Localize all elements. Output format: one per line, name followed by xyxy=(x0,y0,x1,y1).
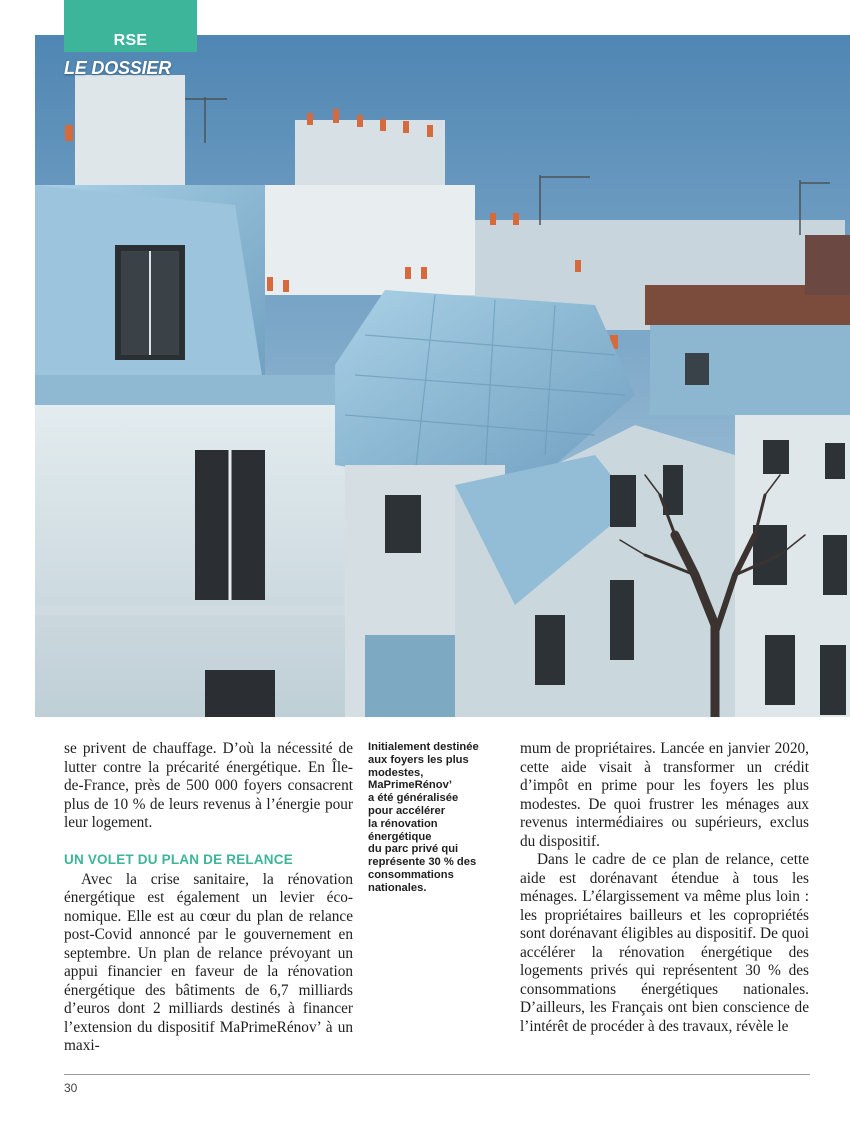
dossier-label: LE DOSSIER xyxy=(64,58,172,78)
pull-quote-line: pour accélérer xyxy=(368,804,446,817)
section-tab xyxy=(64,0,197,52)
pull-quote-line: modestes, xyxy=(368,766,424,779)
pull-quote-line: du parc privé qui xyxy=(368,843,459,856)
section-subheading: UN VOLET DU PLAN DE RELANCE xyxy=(64,851,293,867)
pull-quote-line: aux foyers les plus xyxy=(368,753,469,766)
pull-quote-line: représente 30 % des xyxy=(368,856,477,869)
column3-paragraph-1: mum de propriétaires. Lancée en janvier 2020, cette aide visait à transformer un crédit d’impôt en prime pour les foyers les plus modestes. De quoi frustrer les ménages aux revenus intermédiaires ou supérieurs, exclus du dispositif. xyxy=(520,740,809,850)
pull-quote xyxy=(368,741,500,895)
pull-quote-line: consommations xyxy=(368,868,454,881)
pull-quote-line: Initialement destinée xyxy=(368,741,479,753)
rooftops-illustration xyxy=(35,35,850,717)
page-number: 30 xyxy=(64,1081,78,1095)
pull-quote-line: énergétique xyxy=(368,830,432,843)
article-column-1 xyxy=(64,740,353,1056)
column1-paragraph-1: se privent de chauffage. D’où la nécessité de lutter contre la précarité énergétique. En Île-de-France, près de 500 000 foyers consacrent plus de 10 % de leurs revenus à l’énergie pour leur logement. xyxy=(64,740,353,831)
footer-rule xyxy=(64,1074,810,1075)
pull-quote-line: nationales. xyxy=(368,881,427,894)
pull-quote-line: a été généralisée xyxy=(368,792,459,805)
column3-paragraph-2: Dans le cadre de ce plan de relance, cette aide est dorénavant étendue à tous les ménages. L’élargissement va même plus loin : les propriétaires bailleurs et les copropriétés sont dorénavant éligibles au dispositif. De quoi accélérer la rénovation énergétique des logements privés qui représentent 30 % des consommations énergétiques nationales. D’ailleurs, les Français ont bien conscience de l’intérêt de procéder à des travaux, révèle le xyxy=(520,851,809,1035)
section-label: RSE xyxy=(113,32,148,49)
pull-quote-line: la rénovation xyxy=(368,817,438,830)
article-column-3 xyxy=(520,740,809,1036)
paris-rooftops-photo xyxy=(35,35,850,717)
column1-paragraph-2: Avec la crise sanitaire, la rénovation énergétique est également un levier économique. Elle est au cœur du plan de relance post-Covid annoncé par le gouvernement en septembre. Un plan de relance prévoyant un appui financier en faveur de la rénovation énergétique des bâtiments de 6,7 milliards d’euros dont 2 milliards destinés à financer l’extension du dispositif MaPrimeRénov’ à un maxi- xyxy=(64,870,353,1054)
pull-quote-line: MaPrimeRénov’ xyxy=(368,779,452,792)
